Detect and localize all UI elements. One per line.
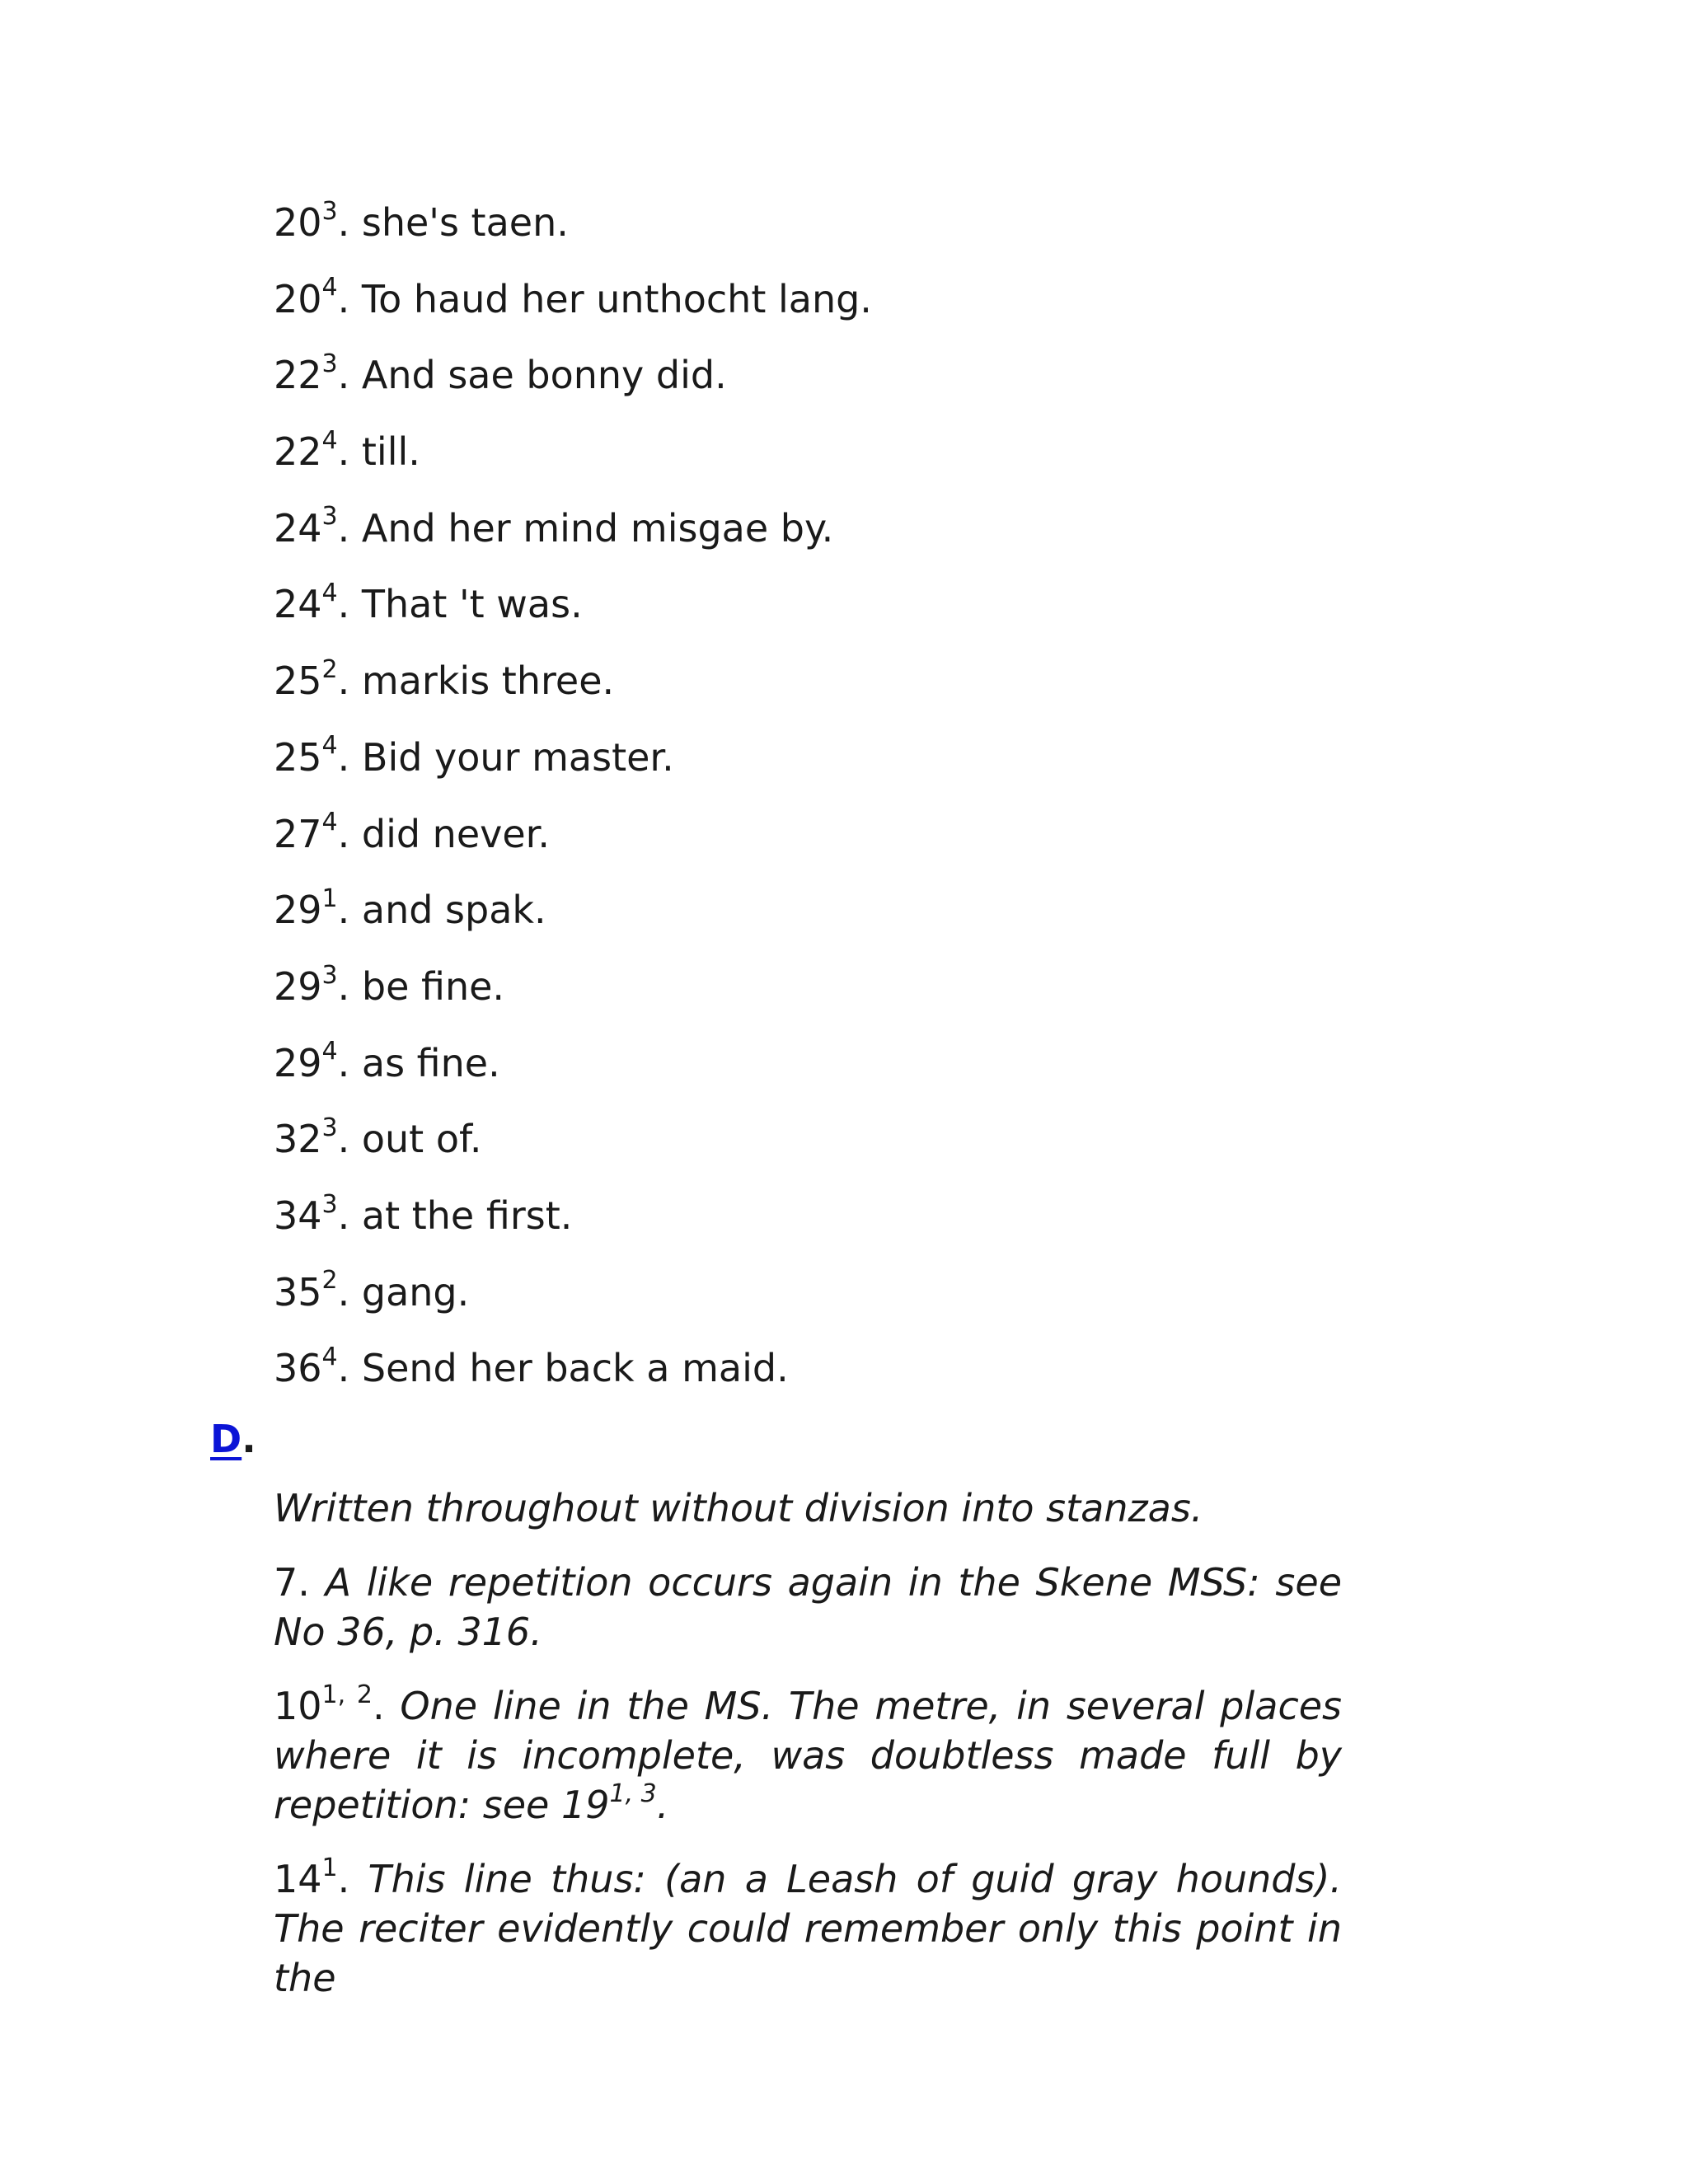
variant-text: . as fine.	[337, 1040, 500, 1085]
stanza-line-superscript: 4	[321, 273, 338, 302]
stanza-line-superscript: 1	[321, 883, 338, 913]
note-text: A like repetition occurs again in the Skene MSS: see No 36, p. 316.	[274, 1560, 1342, 1654]
variant-text: . out of.	[337, 1117, 482, 1162]
variant-line	[274, 731, 872, 780]
variant-line	[274, 883, 872, 933]
variant-text: . be fine.	[337, 963, 505, 1009]
line-number: 35	[274, 1269, 322, 1315]
line-number: 29	[274, 888, 322, 933]
stanza-line-superscript	[610, 1779, 657, 1808]
stanza-line-superscript: 4	[321, 731, 338, 761]
variant-text: . markis three.	[337, 658, 615, 704]
variant-text: . gang.	[337, 1269, 470, 1315]
note-ref-dot: .	[337, 1857, 350, 1901]
variant-text: . And sae bonny did.	[337, 353, 727, 398]
line-number: 29	[274, 963, 322, 1009]
note-text: Written throughout without division into stanzas.	[274, 1486, 1203, 1530]
variant-line	[274, 273, 872, 322]
variant-text: . did never.	[337, 811, 550, 856]
stanza-line-superscript: 3	[321, 502, 338, 532]
stanza-line-superscript: 4	[321, 579, 338, 608]
note-text: This line thus: (an a Leash of guid gray hounds). The reciter evidently could remember only this point in the	[274, 1857, 1343, 2000]
note-paragraph	[274, 1558, 1342, 1657]
variant-text: . To haud her unthocht lang.	[337, 276, 872, 321]
variant-line	[274, 581, 872, 627]
variant-line	[274, 196, 872, 246]
variant-text: . at the first.	[337, 1193, 573, 1238]
variant-text: . and spak.	[337, 888, 546, 933]
stanza-line-superscript: 4	[321, 425, 338, 455]
stanza-line-superscript: 2	[321, 1266, 338, 1296]
variant-line	[274, 1342, 872, 1391]
stanza-line-superscript: 4	[321, 1342, 338, 1371]
variant-line	[274, 1189, 872, 1239]
stanza-line-superscript: 2	[321, 654, 338, 684]
line-number: 32	[274, 1117, 322, 1162]
line-number: 24	[274, 582, 322, 627]
note-paragraph	[274, 1853, 1343, 2000]
note-end-dot: .	[656, 1783, 669, 1827]
line-number: 34	[274, 1193, 322, 1238]
variant-line	[274, 425, 872, 475]
variant-line	[274, 808, 872, 857]
stanza-line-superscript: 3	[321, 196, 338, 226]
variant-line	[274, 349, 872, 398]
variant-text: . Bid your master.	[337, 734, 674, 780]
line-number: 24	[274, 505, 322, 551]
line-number: 29	[274, 1040, 322, 1085]
note-ref-number: 14	[274, 1857, 322, 1901]
note-text: One line in the MS. The metre, in several places where it is incomplete, was doubtless made full by repetition: see 19	[274, 1684, 1343, 1827]
line-number: 25	[274, 658, 322, 704]
variant-line	[274, 502, 872, 551]
variant-text: . That 't was.	[337, 582, 583, 627]
variant-line	[274, 654, 872, 704]
stanza-line-superscript: 3	[321, 1113, 338, 1142]
stanza-line-superscript: 3	[321, 349, 338, 379]
section-heading	[210, 1416, 256, 1462]
variant-readings-list	[274, 196, 872, 1422]
variant-line	[274, 1037, 872, 1086]
stanza-line-superscript: 4	[321, 808, 338, 837]
note-ref-number: 10	[274, 1684, 322, 1728]
section-d-link[interactable]: D	[210, 1417, 242, 1461]
line-number: 20	[274, 276, 322, 321]
line-number: 22	[274, 353, 322, 398]
variant-line	[274, 960, 872, 1010]
note-paragraph	[274, 1483, 1342, 1533]
line-number: 20	[274, 200, 322, 245]
line-number: 27	[274, 811, 322, 856]
variant-text: . Send her back a maid.	[337, 1346, 789, 1391]
variant-text: . she's taen.	[337, 200, 569, 245]
line-number: 22	[274, 429, 322, 475]
stanza-line-superscript: 1, 2	[321, 1680, 373, 1709]
variant-text: . And her mind misgae by.	[337, 505, 834, 551]
line-number: 25	[274, 734, 322, 780]
section-heading-dot: .	[241, 1417, 256, 1461]
line-number: 36	[274, 1346, 322, 1391]
variant-line	[274, 1113, 872, 1162]
variant-line	[274, 1266, 872, 1315]
notes-block	[274, 1483, 1343, 2000]
note-ref-dot: .	[372, 1684, 385, 1728]
stanza-line-superscript: 1	[321, 1853, 338, 1882]
stanza-line-superscript: 4	[321, 1037, 338, 1066]
stanza-line-superscript: 3	[321, 960, 338, 990]
ref-superscript-text: 1, 3	[609, 1779, 657, 1808]
stanza-line-superscript: 3	[321, 1189, 338, 1219]
note-ref-number: 7.	[274, 1560, 310, 1605]
variant-text: . till.	[337, 429, 420, 475]
note-paragraph	[274, 1681, 1342, 1830]
